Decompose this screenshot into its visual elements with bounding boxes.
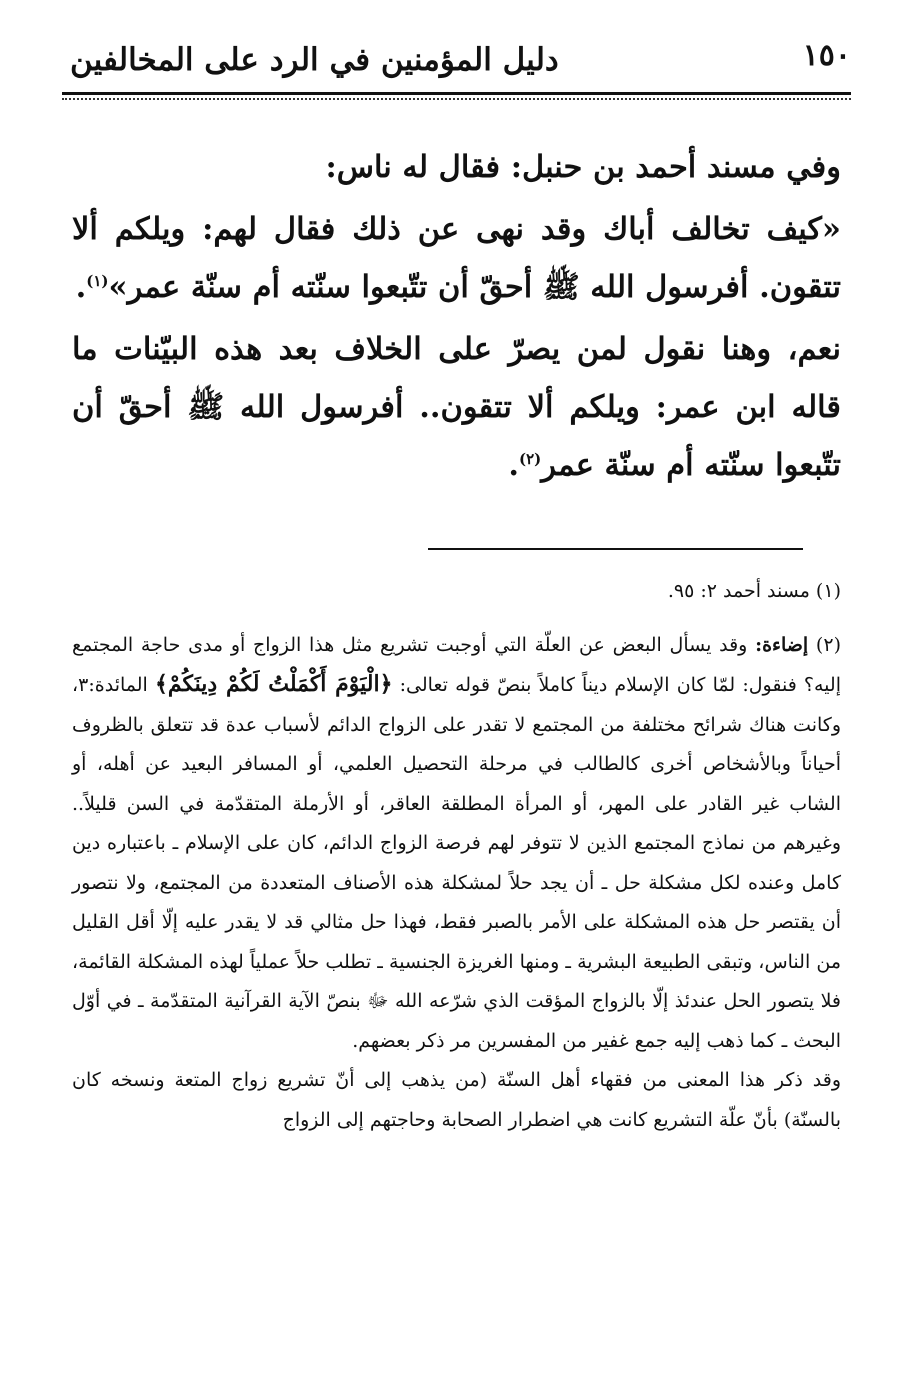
intro-line: وفي مسند أحمد بن حنبل: فقال له ناس: — [325, 149, 841, 185]
main-text — [72, 138, 841, 498]
header-dotted-rule — [62, 98, 851, 100]
footnote-separator — [428, 548, 803, 550]
footnote-2 — [72, 626, 841, 1062]
page-header — [62, 36, 851, 98]
footnotes — [72, 572, 841, 1140]
footnote-2-number: (٢) — [815, 633, 841, 656]
page-number: ١٥٠ — [802, 38, 851, 73]
footnote-ref-1: (١) — [86, 271, 109, 290]
footnote-2-label: إضاءة: — [755, 633, 809, 656]
header-rule — [62, 92, 851, 95]
quote-paragraph — [72, 200, 841, 316]
second-paragraph-text: نعم، وهنا نقول لمن يصرّ على الخلاف بعد هذه البيّنات ما قاله ابن عمر: ويلكم ألا تتقون.. أفرسول الله ﷺ أحقّ أن تتّبعوا سنّته أم سنّة عمر — [72, 331, 841, 483]
running-title: دليل المؤمنين في الرد على المخالفين — [70, 42, 559, 78]
second-paragraph — [72, 320, 841, 494]
quran-verse: ﴿الْيَوْمَ أَكْمَلْتُ لَكُمْ دِينَكُمْ﴾ — [154, 671, 393, 697]
footnote-1: (١) مسند أحمد ٢: ٩٥. — [667, 580, 841, 602]
quote-end: . — [75, 269, 87, 305]
second-paragraph-end: . — [508, 447, 519, 483]
footnote-2-text-part1: وقد يسأل البعض عن العلّة التي أوجبت تشريع مثل هذا الزواج أو مدى حاجة المجتمع إليه؟ فنقول: لمّا كان الإسلام ديناً كاملاً بنصّ قوله تعالى: — [72, 633, 841, 696]
footnote-2-continuation: وقد ذكر هذا المعنى من فقهاء أهل السنّة (من يذهب إلى أنّ تشريع زواج المتعة ونسخه كان بالسنّة) بأنّ علّة التشريع كانت هي اضطرار الصحابة وحاجتهم إلى الزواج — [72, 1069, 841, 1131]
quote-text: «كيف تخالف أباك وقد نهى عن ذلك فقال لهم: ويلكم ألا تتقون. أفرسول الله ﷺ أحقّ أن تتّبعوا سنّته أم سنّة عمر» — [72, 211, 841, 305]
footnote-ref-2: (٢) — [518, 449, 542, 468]
footnote-2-text-part2: المائدة:٣، وكانت هناك شرائح مختلفة من المجتمع لا تقدر على الزواج الدائم لأسباب عدة قد تتعلق بالظروف أحياناً وبالأشخاص أخرى كالطالب في مرحلة التحصيل العلمي، أو المسافر البعيد عن أهله، أو الشاب غير القادر على المهر، أو المرأة المطلقة العاقر، أو الأرملة المتقدّمة في السن قليلاً.. وغيرهم من نماذج المجتمع الذين لا تتوفر لهم فرصة الزواج الدائم، كان على الإسلام ـ باعتباره دين كامل وعنده لكل مشكلة حل ـ أن يجد حلاً لمشكلة هذه الأصناف المتعددة من المجتمع، ولا نتصور أن يقتصر حل هذه المشكلة على الأمر بالصبر فقط، فهذا حل مثالي قد لا يقدر عليه إلّا أقل القليل من الناس، وتبقى الطبيعة البشرية ـ ومنها الغريزة الجنسية ـ تطلب حلاً عملياً لهذه المشكلة القائمة، فلا يتصور الحل عندئذ إلّا بالزواج المؤقت الذي شرّعه الله ﷻ بنصّ الآية القرآنية المتقدّمة ـ في أوّل البحث ـ كما ذهب إليه جمع غفير من المفسرين مر ذكر بعضهم. — [72, 674, 841, 1052]
